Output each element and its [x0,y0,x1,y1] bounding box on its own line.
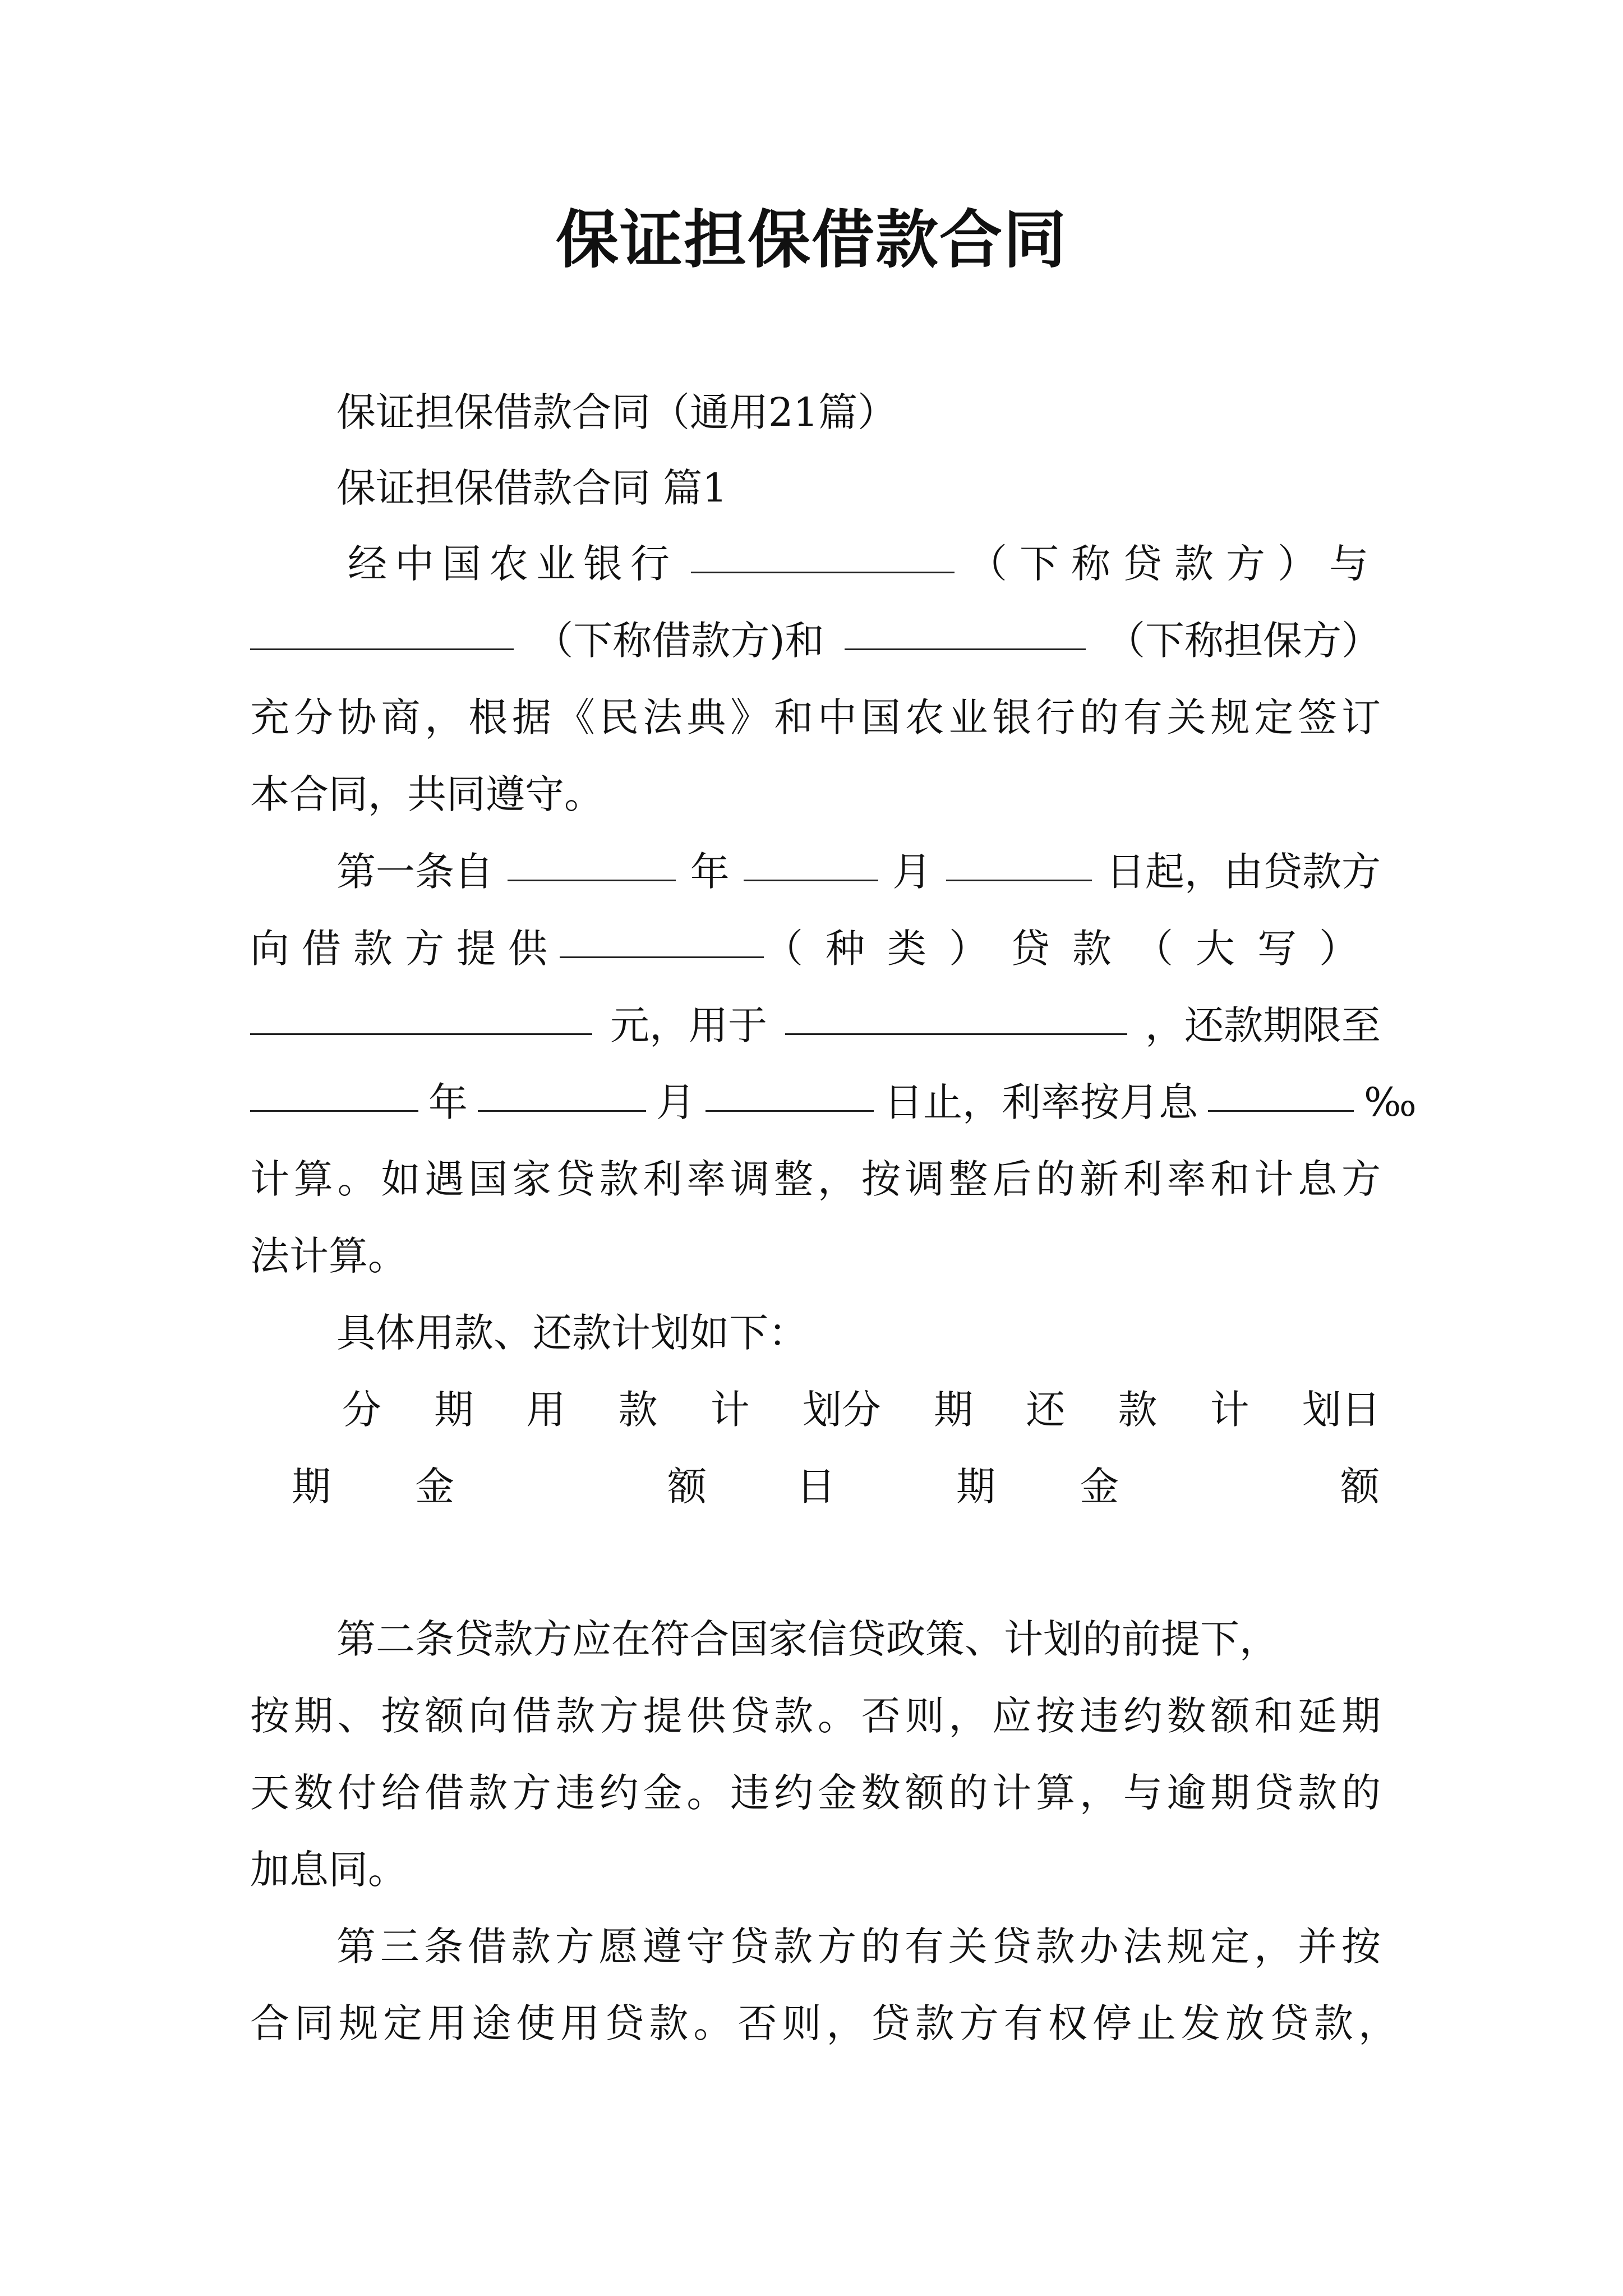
blank-lender [691,536,955,573]
blank-amount [250,997,592,1035]
plan-header-cell: 用 [526,1387,566,1433]
blank-guarantor [845,613,1086,650]
document-subtitle: 保证担保借款合同（通用21篇） [336,389,897,435]
preamble-text: （下称担保方） [1105,618,1381,664]
preamble-text: （下称贷款方）与 [968,541,1381,587]
plan-header-cell: 金 [415,1464,454,1510]
plan-header-cell: 款 [618,1387,658,1433]
section-heading: 保证担保借款合同 篇1 [336,465,727,511]
article1-line-5: 计算。如遇国家贷款利率调整，按调整后的新利率和计息方 [250,1156,1381,1202]
article1-text: 日起，由贷款方 [1105,849,1381,895]
article1-text: 月 [892,849,932,895]
plan-header-cell: 划日 [1302,1387,1381,1433]
plan-header-cell: 期 [956,1464,995,1510]
article1-line-3 [250,997,1381,1053]
article1-text: 日止，利率按月息 [884,1079,1198,1125]
blank-end-year [250,1074,418,1112]
plan-header-cell: 额 [1340,1464,1380,1510]
plan-header-cell: 期 [434,1387,474,1433]
preamble-text: 经中国农业银行 [348,541,677,587]
blank-borrower [250,613,514,650]
plan-header-cell: 期 [292,1464,331,1510]
article2-line-1: 第二条贷款方应在符合国家信贷政策、计划的前提下， [336,1616,1279,1662]
article1-line-2 [250,921,1381,977]
preamble-text: （下称借款方)和 [534,618,824,664]
article3-line-2: 合同规定用途使用贷款。否则，贷款方有权停止发放贷款， [250,2000,1398,2046]
article1-text: 第一条自 [336,849,494,895]
blank-start-day [946,844,1092,881]
plan-header-cell: 日 [796,1464,836,1510]
article1-text: ，还款期限至 [1145,1002,1381,1048]
plan-header-cell: 还 [1026,1387,1066,1433]
blank-end-day [706,1074,874,1112]
article2-line-2: 按期、按额向借款方提供贷款。否则，应按违约数额和延期 [250,1693,1381,1739]
plan-header-cell: 期 [934,1387,974,1433]
preamble-line-2 [250,613,1381,669]
blank-loan-type [560,921,764,958]
plan-intro: 具体用款、还款计划如下： [336,1310,808,1356]
article1-text: ‰ [1364,1079,1417,1125]
article1-line-1 [336,844,1381,900]
plan-header-cell: 金 [1080,1464,1119,1510]
article1-text: 月 [656,1079,695,1125]
plan-header-cell: 计 [1210,1387,1249,1433]
preamble-line-1 [348,536,1381,592]
plan-header-cell: 额 [667,1464,707,1510]
article1-text: （种类）贷款（大写） [764,926,1381,972]
blank-start-year [508,844,676,881]
article1-line-6: 法计算。 [250,1233,407,1279]
article1-text: 年 [690,849,730,895]
plan-header-cell: 计 [710,1387,750,1433]
preamble-line-3: 充分协商，根据《民法典》和中国农业银行的有关规定签订 [250,694,1381,740]
plan-header-cell: 分 [342,1387,381,1433]
preamble-line-4: 本合同，共同遵守。 [250,771,603,817]
blank-purpose [785,997,1127,1035]
article2-line-4: 加息同。 [250,1847,407,1893]
article1-line-4 [250,1074,1417,1130]
article2-line-3: 天数付给借款方违约金。违约金数额的计算，与逾期贷款的 [250,1770,1381,1816]
blank-end-month [478,1074,646,1112]
plan-header-cell: 款 [1118,1387,1158,1433]
document-title: 保证担保借款合同 [556,204,1067,277]
article3-line-1: 第三条借款方愿遵守贷款方的有关贷款办法规定，并按 [336,1924,1381,1970]
article1-text: 向借款方提供 [250,926,560,972]
plan-header-row-1 [342,1382,1381,1438]
article1-text: 年 [428,1079,468,1125]
article1-text: 元，用于 [610,1002,767,1048]
blank-start-month [744,844,878,881]
plan-header-cell: 划分 [802,1387,881,1433]
blank-interest-rate [1208,1074,1354,1112]
